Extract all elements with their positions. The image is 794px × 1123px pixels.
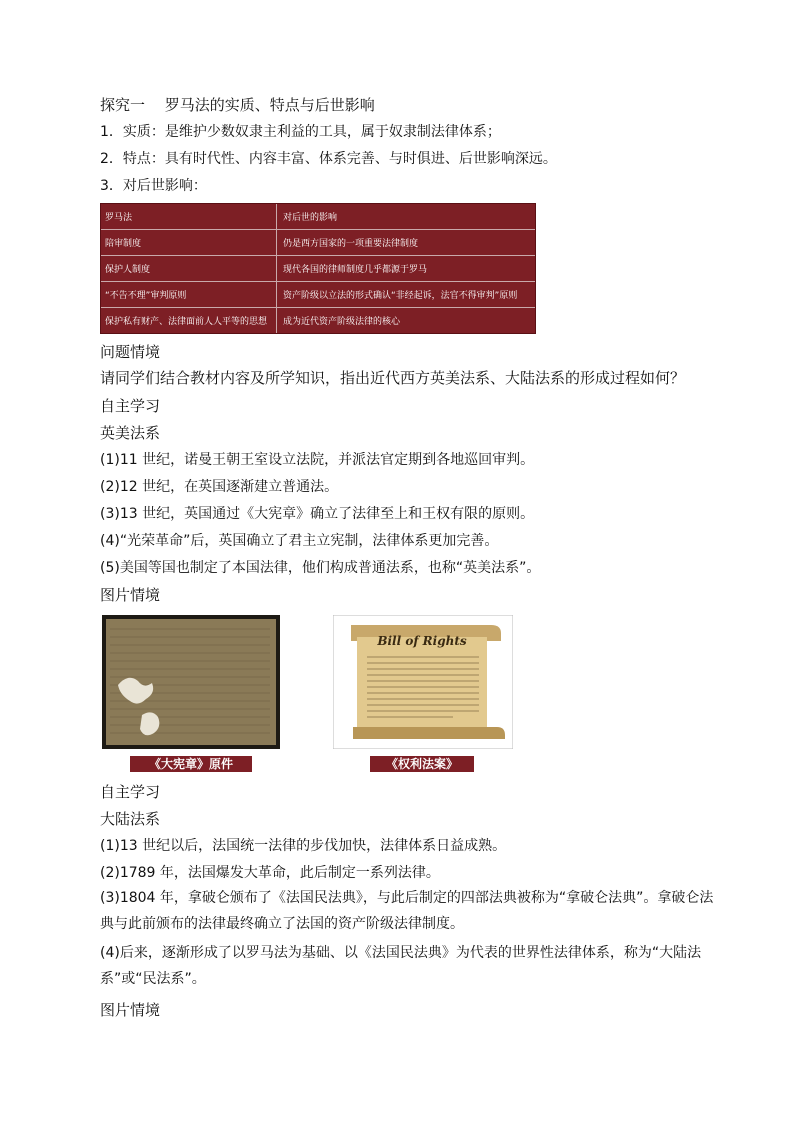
anglo-item: (2)12 世纪，在英国逐渐建立普通法。 [100, 479, 339, 495]
continental-paragraph: (4)后来，逐渐形成了以罗马法为基础、以《法国民法典》为代表的世界性法律体系，称为“大陆法系”或“民法系”。 [100, 945, 702, 987]
picture-label: 图片情境 [100, 1001, 161, 1019]
table-row [101, 282, 535, 308]
problem-text: 请同学们结合教材内容及所学知识，指出近代西方英美法系、大陆法系的形成过程如何？ [100, 369, 686, 387]
table-cell: 对后世的影响 [283, 213, 338, 223]
influence-item: 3．对后世影响： [100, 178, 207, 194]
table-cell: 资产阶级以立法的形式确认“非经起诉，法官不得审判”原则 [283, 291, 518, 301]
continental-paragraph: (3)1804 年，拿破仑颁布了《法国民法典》，与此后制定的四部法典被称为“拿破仑法典”。拿破仑法典与此前颁布的法律最终确立了法国的资产阶级法律制度。 [100, 890, 714, 932]
table-row [101, 204, 535, 230]
table-cell: 罗马法 [101, 204, 277, 229]
bill-of-rights-caption: 《权利法案》 [370, 756, 474, 772]
roman-law-influence-table [100, 203, 536, 334]
section-heading: 探究一 罗马法的实质、特点与后世影响 [100, 96, 375, 114]
table-row [101, 230, 535, 256]
continental-item: (1)13 世纪以后，法国统一法律的步伐加快，法律体系日益成熟。 [100, 838, 507, 854]
table-cell: 保护私有财产、法律面前人人平等的思想 [101, 308, 277, 333]
anglo-item: (5)美国等国也制定了本国法律，他们构成普通法系，也称“英美法系”。 [100, 560, 541, 576]
self-study-label: 自主学习 [100, 397, 161, 415]
magna-carta-image [102, 615, 280, 749]
table-row [101, 308, 535, 333]
essence-item: 1．实质：是维护少数奴隶主利益的工具，属于奴隶制法律体系； [100, 124, 501, 140]
table-cell: “不告不理”审判原则 [101, 282, 277, 307]
anglo-item: (1)11 世纪，诺曼王朝王室设立法院，并派法官定期到各地巡回审判。 [100, 452, 535, 468]
bill-of-rights-image [333, 615, 513, 749]
continental-item: (2)1789 年，法国爆发大革命，此后制定一系列法律。 [100, 865, 440, 881]
table-cell: 仍是西方国家的一项重要法律制度 [283, 239, 419, 249]
table-row [101, 256, 535, 282]
continental-label: 大陆法系 [100, 810, 161, 828]
scroll-title: Bill of Rights [377, 634, 467, 648]
features-item: 2．特点：具有时代性、内容丰富、体系完善、与时俱进、后世影响深远。 [100, 151, 557, 167]
anglo-american-label: 英美法系 [100, 424, 161, 442]
table-cell: 成为近代资产阶级法律的核心 [283, 317, 401, 327]
problem-label: 问题情境 [100, 343, 161, 361]
magna-carta-caption: 《大宪章》原件 [130, 756, 252, 772]
anglo-item: (4)“光荣革命”后，英国确立了君主立宪制，法律体系更加完善。 [100, 533, 499, 549]
table-cell: 保护人制度 [101, 256, 277, 281]
self-study-label: 自主学习 [100, 783, 161, 801]
table-cell: 陪审制度 [101, 230, 277, 255]
picture-label: 图片情境 [100, 586, 161, 604]
anglo-item: (3)13 世纪，英国通过《大宪章》确立了法律至上和王权有限的原则。 [100, 506, 535, 522]
table-cell: 现代各国的律师制度几乎都源于罗马 [283, 265, 428, 275]
